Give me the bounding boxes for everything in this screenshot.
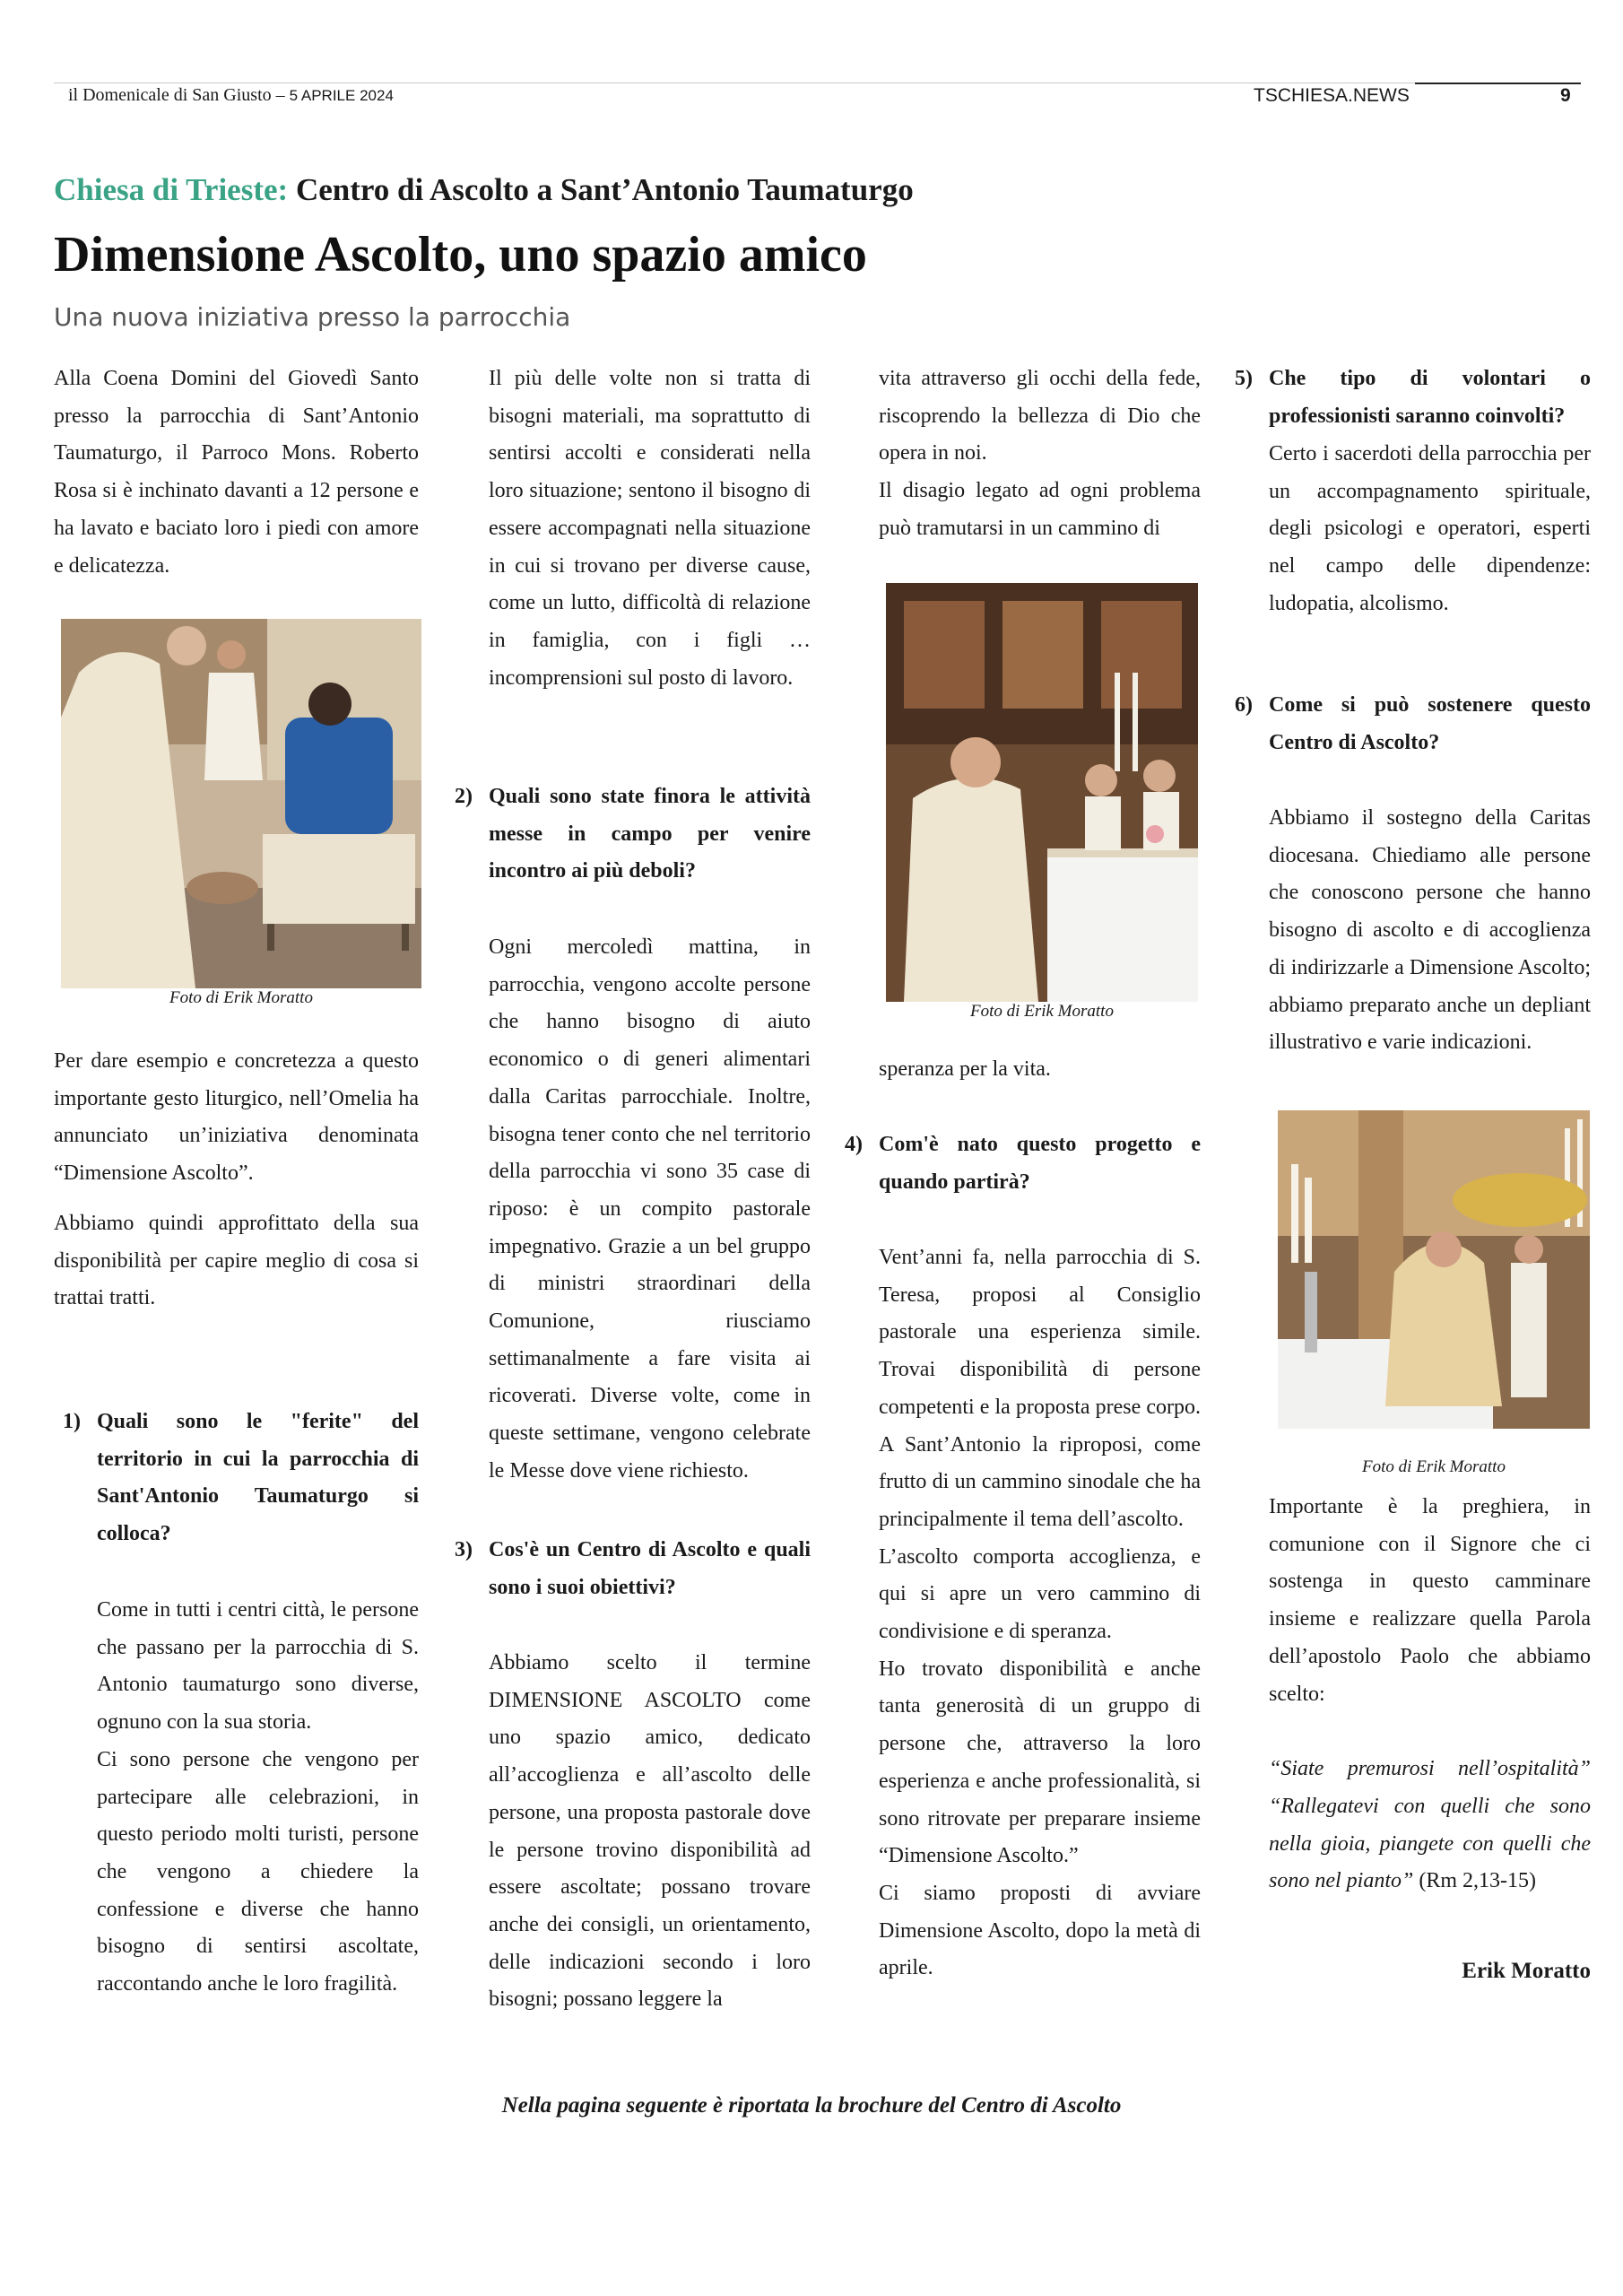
question-text: Com'è nato questo progetto e quando partirà? xyxy=(879,1133,1201,1194)
question-number: 1) xyxy=(63,1410,81,1433)
answer-3 xyxy=(489,1645,811,2019)
kicker-topic: Centro di Ascolto a Sant’Antonio Taumaturgo xyxy=(295,172,914,207)
question-number: 4) xyxy=(845,1133,863,1156)
kicker-section: Chiesa di Trieste: xyxy=(54,172,289,207)
question-number: 6) xyxy=(1235,693,1253,717)
question-text: Quali sono state finora le attività messe in campo per venire incontro ai più deboli? xyxy=(489,785,811,883)
header-rule-accent xyxy=(1415,83,1581,84)
scripture-quote xyxy=(1269,1751,1591,1900)
paragraph: Ogni mercoledì mattina, in parrocchia, vengono accolte persone che hanno bisogno di aiuto economico o di generi alimentari dalla Caritas parrocchiale. Inoltre, bisogna tener conto che nel territorio della parrocchia vi sono 35 case di riposo: è un compito pastorale impegnativo. Grazie a un bel gruppo di ministri straordinari della Comunione, riusciamo settimanalmente a fare visita ai ricoverati. Diverse volte, come in queste settimane, vengono celebrate le Messe dove viene richiesto. xyxy=(489,935,811,1483)
article-kicker xyxy=(54,172,914,208)
answer-4 xyxy=(879,1239,1201,1987)
paragraph: Il più delle volte non si tratta di bisogni materiali, ma soprattutto di sentirsi accolti e considerati nella loro situazione; sentono il bisogno di essere accompagnati nella situazione in cui si trovano per diverse cause, come un lutto, difficoltà di relazione in famiglia, con i figli … incomprensioni sul posto di lavoro. xyxy=(489,367,811,690)
paragraph: Ho trovato disponibilità e anche tanta generosità di un gruppo di persone che, attraverso la loro esperienza e anche professionalità, si sono ritrovate per preparare insieme “Dimensione Ascolto.” xyxy=(879,1657,1201,1868)
paragraph: speranza per la vita. xyxy=(879,1057,1051,1081)
question-6 xyxy=(1235,687,1591,761)
question-number: 3) xyxy=(455,1538,473,1561)
photo-mass-altar xyxy=(886,583,1198,1002)
paragraph: Importante è la preghiera, in comunione con il Signore che ci sostenga in questo camminare insieme e realizzare quella Parola dell’apostolo Paolo che abbiamo scelto: xyxy=(1269,1495,1591,1706)
question-number: 2) xyxy=(455,785,473,808)
footer-note: Nella pagina seguente è riportata la brochure del Centro di Ascolto xyxy=(501,2093,1122,2118)
paragraph: Il disagio legato ad ogni problema può tramutarsi in un cammino di xyxy=(879,479,1201,540)
question-text: Che tipo di volontari o professionisti saranno coinvolti? xyxy=(1269,367,1591,428)
paragraph: Abbiamo quindi approfittato della sua disponibilità per capire meglio di cosa si trattai tratti. xyxy=(54,1211,419,1310)
col4-closing xyxy=(1269,1489,1591,1900)
question-3 xyxy=(455,1532,811,1606)
question-5 xyxy=(1235,361,1591,435)
paragraph: L’ascolto comporta accoglienza, e qui si apre un vero cammino di condivisione e di speranza. xyxy=(879,1544,1201,1644)
answer-1 xyxy=(97,1592,419,2004)
col3-continuation xyxy=(879,1051,1201,1089)
question-number: 5) xyxy=(1235,367,1253,390)
issue-date: 5 APRILE 2024 xyxy=(289,87,394,104)
paragraph: Come in tutti i centri città, le persone che passano per la parrocchia di S. Antonio taumaturgo sono diverse, ognuno con la sua storia. xyxy=(97,1598,419,1735)
question-1 xyxy=(63,1404,419,1553)
article-title: Dimensione Ascolto, uno spazio amico xyxy=(54,227,867,283)
photo-eucharist xyxy=(1278,1110,1590,1429)
quote-text: “Siate premurosi nell’ospitalità” “Rallegatevi con quelli che sono nella gioia, piangete con quelli che sono nel pianto” xyxy=(1269,1757,1591,1893)
quote-reference: (Rm 2,13-15) xyxy=(1419,1869,1536,1893)
paragraph: Alla Coena Domini del Giovedì Santo presso la parrocchia di Sant’Antonio Taumaturgo, il Parroco Mons. Roberto Rosa si è inchinato davanti a 12 persone e ha lavato e baciato loro i piedi con amore e delicatezza. xyxy=(54,367,419,578)
paragraph: Ci siamo proposti di avviare Dimensione Ascolto, dopo la metà di aprile. xyxy=(879,1881,1201,1980)
paragraph: Per dare esempio e concretezza a questo importante gesto liturgico, nell’Omelia ha annunciato un’iniziativa denominata “Dimensione Ascolto”. xyxy=(54,1049,419,1186)
site-name[interactable]: TSCHIESA.NEWS xyxy=(1254,85,1410,106)
col2-intro xyxy=(489,361,811,697)
question-text: Cos'è un Centro di Ascolto e quali sono i suoi obiettivi? xyxy=(489,1538,811,1599)
publication-name: il Domenicale di San Giusto – xyxy=(68,85,285,105)
page-number: 9 xyxy=(1560,85,1571,106)
answer-6 xyxy=(1269,800,1591,1062)
photo-caption: Foto di Erik Moratto xyxy=(970,1002,1114,1021)
answer-2 xyxy=(489,929,811,1491)
paragraph: Certo i sacerdoti della parrocchia per un accompagnamento spirituale, degli psicologi e operatori, esperti nel campo delle dipendenze: ludopatia, alcolismo. xyxy=(1269,442,1591,615)
question-text: Quali sono le "ferite" del territorio in cui la parrocchia di Sant'Antonio Taumaturgo si colloca? xyxy=(97,1410,419,1546)
publication-line xyxy=(68,85,394,106)
photo-foot-washing xyxy=(61,619,421,988)
photo-caption: Foto di Erik Moratto xyxy=(169,988,313,1007)
question-text: Come si può sostenere questo Centro di Ascolto? xyxy=(1269,693,1591,754)
question-4 xyxy=(845,1126,1201,1201)
col1-intro xyxy=(54,361,419,585)
paragraph: Vent’anni fa, nella parrocchia di S. Teresa, proposi al Consiglio pastorale una esperienza simile. Trovai disponibilità di persone competenti e la proposta prese corpo. A Sant’Antonio la riproposi, come frutto di un cammino sinodale che ha principalmente il tema dell’ascolto. xyxy=(879,1246,1201,1531)
question-2 xyxy=(455,778,811,891)
paragraph: vita attraverso gli occhi della fede, riscoprendo la bellezza di Dio che opera in noi. xyxy=(879,367,1201,465)
paragraph: Ci sono persone che vengono per partecipare alle celebrazioni, in questo periodo molti turisti, persone che vengono a chiedere la confessione e diverse che hanno bisogno di sentirsi ascoltate, raccontando anche le loro fragilità. xyxy=(97,1747,419,1996)
photo-caption: Foto di Erik Moratto xyxy=(1362,1457,1506,1476)
answer-5 xyxy=(1269,436,1591,623)
paragraph: Abbiamo scelto il termine DIMENSIONE ASCOLTO come uno spazio amico, dedicato all’accoglienza e all’ascolto delle persone, una proposta pastorale dove le persone trovino disponibilità ad essere ascoltate; possano trovare anche dei consigli, un orientamento, delle indicazioni secondo i loro bisogni; possano leggere la xyxy=(489,1651,811,2012)
col3-intro xyxy=(879,361,1201,548)
paragraph: Abbiamo il sostegno della Caritas diocesana. Chiediamo alle persone che conoscono persone che hanno bisogno di ascolto e di accoglienza di indirizzarle a Dimensione Ascolto; abbiamo preparato anche un depliant illustrativo e varie indicazioni. xyxy=(1269,806,1591,1055)
author-signature: Erik Moratto xyxy=(1462,1959,1591,1983)
col1-body xyxy=(54,1043,419,1318)
article-subtitle: Una nuova iniziativa presso la parrocchia xyxy=(54,302,571,332)
